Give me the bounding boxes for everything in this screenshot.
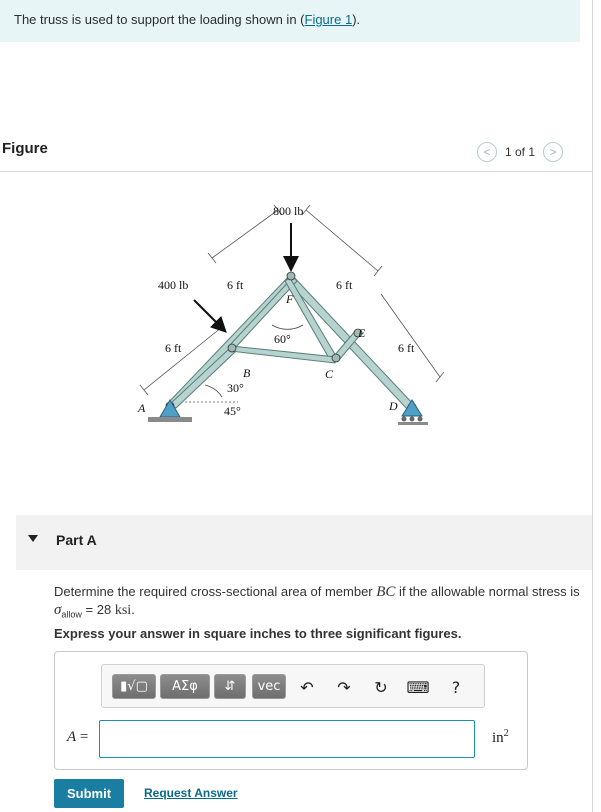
answer-equals: = [76,729,89,745]
angle-arc-30 [205,385,222,397]
part-a-title: Part A [56,532,97,548]
node-label-d: D [389,399,398,413]
submit-button[interactable]: Submit [54,779,124,808]
arrows-button[interactable] [214,674,246,699]
greek-button[interactable] [160,674,210,699]
angle-arc-60 [272,325,303,329]
unit-exponent: 2 [503,728,509,739]
angle-label-45: 45° [224,404,241,418]
caret-down-icon [28,535,38,542]
keyboard-icon[interactable]: ⌨ [406,677,430,697]
truss-figure [0,185,592,435]
reset-icon[interactable]: ↻ [374,677,388,697]
truss-diagram [0,185,592,435]
dim-label-left-top: 6 ft [227,278,244,292]
vec-label: vec [257,679,281,694]
sigma-symbol: σ [54,602,62,618]
question-end: . [131,602,135,617]
node-label-e: E [358,326,366,340]
next-figure-button[interactable] [543,142,563,162]
vec-button[interactable] [252,674,286,699]
stress-value: = 28 [85,602,112,617]
question-mid: if the allowable normal stress is [395,584,580,599]
prev-figure-button[interactable] [477,142,497,162]
figure-pager [477,141,563,163]
undo-icon[interactable]: ↶ [300,677,314,697]
member-symbol: BC [376,584,396,600]
answer-label [67,729,88,746]
node-label-a: A [138,401,146,415]
instruction-text: Express your answer in square inches to three significant figures. [54,626,462,641]
pin-support-a [148,400,192,422]
redo-icon[interactable]: ↷ [337,677,351,697]
intro-suffix: ). [352,12,361,27]
angle-label-60: 60° [274,332,291,346]
sigma-subscript: allow [61,609,82,620]
load-label-800: 800 lb [273,204,304,218]
load-arrow-400 [194,300,224,330]
node-label-b: B [243,366,251,380]
dim-label-right-low: 6 ft [398,341,415,355]
angle-label-30: 30° [227,381,244,395]
answer-variable: A [67,729,77,745]
templates-button[interactable] [112,674,156,699]
answer-unit [492,728,509,747]
templates-icon: ▮√▢ [120,679,148,694]
question-pre: Determine the required cross-sectional area of member [54,584,377,599]
figure-header [0,130,592,172]
figure-link[interactable]: Figure 1 [304,12,353,27]
intro-text: The truss is used to support the loading shown in ( [14,12,305,27]
figure-title: Figure [2,140,48,157]
part-a-header[interactable] [16,515,592,570]
unit-base: in [492,730,504,746]
node-label-c: C [325,367,334,381]
intro-box [0,0,580,42]
right-divider [592,0,593,812]
greek-icon: ΑΣφ [172,679,198,694]
dim-label-right-top: 6 ft [336,278,353,292]
question-text [54,583,589,624]
chevron-left-icon: < [483,145,491,159]
figure-count: 1 of 1 [505,145,536,159]
help-icon[interactable]: ? [451,677,461,697]
request-answer-link[interactable]: Request Answer [144,786,238,800]
arrows-icon: ⇵ [224,679,236,694]
node-label-f: F [286,292,294,306]
dim-label-left-low: 6 ft [165,341,182,355]
answer-input[interactable] [99,720,475,758]
load-label-400: 400 lb [158,278,189,292]
answer-panel [54,651,528,770]
math-toolbar [101,664,485,708]
chevron-right-icon: > [549,145,557,159]
stress-unit: ksi [114,603,132,618]
